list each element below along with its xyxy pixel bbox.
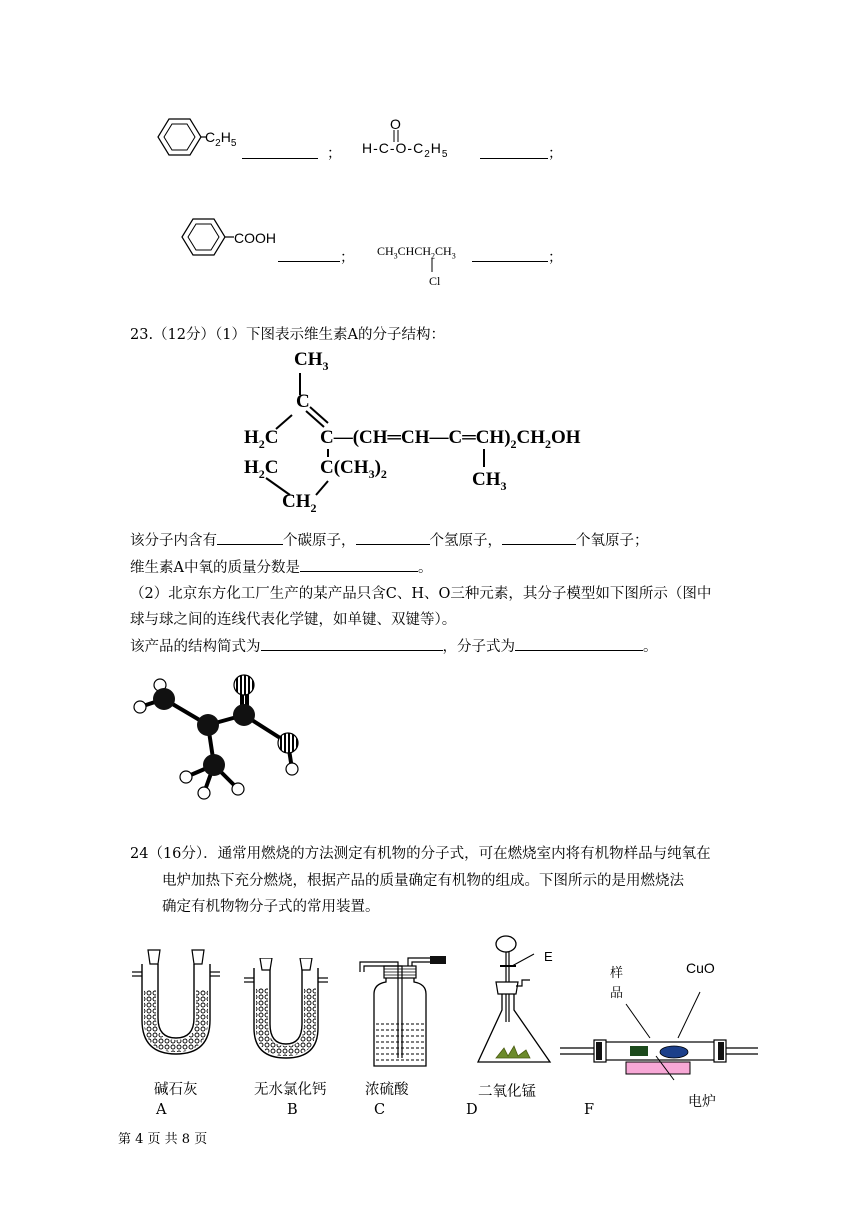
oxygen-fraction-blank[interactable] (300, 557, 418, 572)
letter-d: D (466, 1102, 478, 1118)
q23-line4: 球与球之间的连线代表化学键，如单键、双键等）。 (130, 612, 457, 628)
molecule-ball-model (128, 665, 308, 805)
ethyl-formate-label: $H-C-O-C_2H_5$ (362, 140, 449, 160)
semicolon: ； (340, 250, 355, 266)
q24-line1: 24（16分）．通常用燃烧的方法测定有机物的分子式，可在燃烧室内将有机物样品与纯氧在 (130, 846, 711, 862)
label-cacl2: 无水氯化钙 (254, 1082, 327, 1098)
label-e: E (544, 949, 553, 964)
label-sample: 样品 (610, 966, 624, 1001)
q23-line5: 该产品的结构简式为 ，分子式为 。 (130, 635, 658, 659)
vitamin-a-structure: $CH_3$ C $H_2C$ $C—(CH═CH—C═CH)_2CH_2OH$ $H_2C$ $C(CH_3)_2$ $CH_3$ $CH_2$ (244, 349, 581, 515)
label-h2so4: 浓硫酸 (365, 1082, 409, 1098)
oxygen-count-blank[interactable] (502, 530, 576, 545)
page-footer: 第 4 页 共 8 页 (118, 1132, 208, 1147)
u-tube-b (240, 958, 335, 1068)
answer-blank-3[interactable] (278, 247, 340, 262)
answer-blank-2[interactable] (480, 144, 548, 159)
letter-a: A (156, 1102, 167, 1118)
semicolon: ； (548, 146, 563, 162)
label-cuo: CuO (686, 960, 715, 976)
q23-line3: （2）北京东方化工厂生产的某产品只含C、H、O三种元素，其分子模型如下图所示（图中 (130, 586, 712, 602)
label-furnace: 电炉 (688, 1094, 716, 1110)
u-tube-a (128, 942, 228, 1062)
letter-b: B (287, 1102, 298, 1118)
hydrogen-count-blank[interactable] (356, 530, 430, 545)
chlorobutane-label: $CH_3CHCH_2CH_3$ (377, 244, 456, 261)
semicolon: ； (327, 146, 342, 162)
carbon-count-blank[interactable] (217, 530, 283, 545)
cl-label: Cl (429, 274, 441, 288)
q23-line2: 维生素A中氧的质量分数是 。 (130, 556, 432, 580)
label-mno2: 二氧化锰 (478, 1084, 536, 1100)
letter-c: C (374, 1102, 386, 1118)
callout-lines (560, 990, 760, 1090)
letter-f: F (584, 1102, 595, 1118)
cl-bond (430, 258, 434, 274)
formula-blank[interactable] (515, 636, 643, 651)
q24-line2: 电炉加热下充分燃烧，根据产品的质量确定有机物的组成。下图所示的是用燃烧法 (162, 873, 684, 889)
q23-line1: 该分子内含有 个碳原子， 个氢原子， 个氧原子； (130, 529, 649, 553)
structure-blank[interactable] (261, 636, 443, 651)
label-soda-lime: 碱石灰 (154, 1082, 198, 1098)
wash-bottle-c (352, 954, 452, 1072)
semicolon: ； (548, 250, 563, 266)
answer-blank-4[interactable] (472, 247, 548, 262)
cooh-label: COOH (234, 230, 276, 246)
q23-heading: 23.（12分）（1）下图表示维生素A的分子结构： (130, 327, 445, 343)
answer-blank-1[interactable] (242, 144, 318, 159)
carbonyl-o-label: O (390, 116, 401, 132)
q24-line3: 确定有机物物分子式的常用装置。 (162, 899, 380, 915)
ethyl-label: $C_2H_5$ (205, 129, 237, 149)
